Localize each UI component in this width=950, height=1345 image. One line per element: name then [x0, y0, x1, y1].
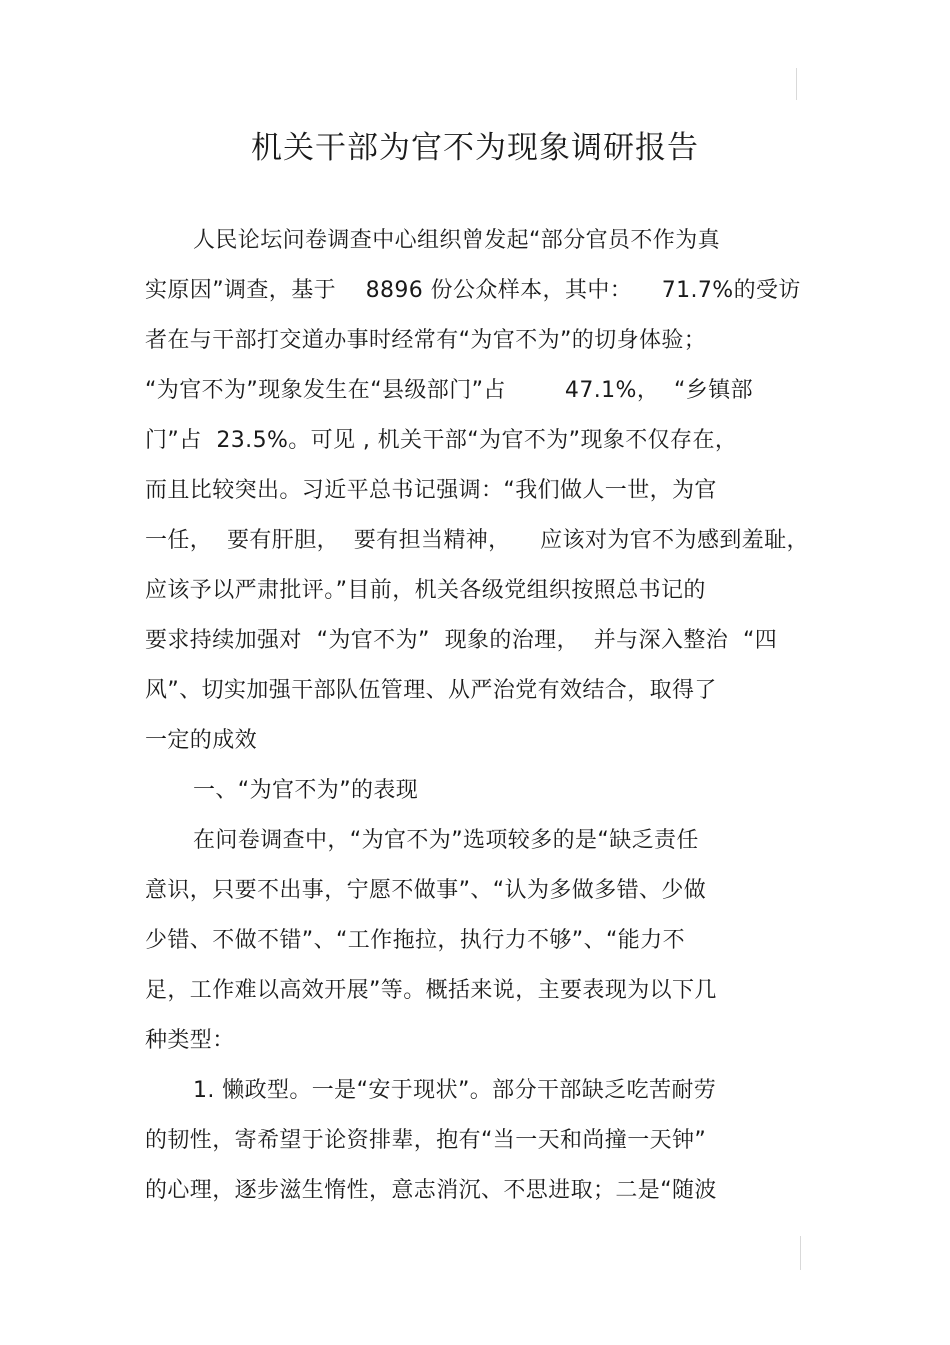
paragraph-line: 一任， 要有肝胆， 要有担当精神， 应该对为官不为感到羞耻， — [145, 528, 809, 553]
section-heading: 一、“为官不为”的表现 — [193, 778, 419, 803]
paragraph-line: 而且比较突出。习近平总书记强调：“我们做人一世，为官 — [145, 478, 717, 503]
paragraph-line: 人民论坛问卷调查中心组织曾发起“部分官员不作为真 — [193, 228, 720, 253]
paragraph-line: 意识，只要不出事，宁愿不做事”、“认为多做多错、少做 — [145, 878, 707, 903]
paragraph-line: 要求持续加强对 “为官不为” 现象的治理， 并与深入整治 “四 — [145, 628, 778, 653]
paragraph-line: 应该予以严肃批评。”目前，机关各级党组织按照总书记的 — [145, 578, 706, 603]
paragraph-line: 种类型： — [145, 1028, 235, 1053]
paragraph-line: 1. 懒政型。一是“安于现状”。部分干部缺乏吃苦耐劳 — [193, 1078, 717, 1103]
page-corner-mark-bottom — [800, 1236, 801, 1270]
paragraph-line: 一定的成效 — [145, 728, 258, 753]
page-corner-mark-top — [796, 68, 797, 100]
paragraph-line: 的韧性，寄希望于论资排辈，抱有“当一天和尚撞一天钟” — [145, 1128, 707, 1153]
document-title: 机关干部为官不为现象调研报告 — [251, 130, 699, 166]
paragraph-line: 足，工作难以高效开展”等。概括来说，主要表现为以下几 — [145, 978, 717, 1003]
paragraph-line: 实原因”调查，基于 8896 份公众样本，其中： 71.7%的受访 — [145, 278, 801, 303]
paragraph-line: 少错、不做不错”、“工作拖拉，执行力不够”、“能力不 — [145, 928, 685, 953]
paragraph-line: 的心理，逐步滋生惰性，意志消沉、不思进取；二是“随波 — [145, 1178, 717, 1203]
paragraph-line: 者在与干部打交道办事时经常有“为官不为”的切身体验； — [145, 328, 707, 353]
paragraph-line: “为官不为”现象发生在“县级部门”占 47.1%， “乡镇部 — [145, 378, 754, 403]
paragraph-line: 在问卷调查中，“为官不为”选项较多的是“缺乏责任 — [193, 828, 699, 853]
paragraph-line: 门”占 23.5%。可见 , 机关干部“为官不为”现象不仅存在， — [145, 428, 738, 453]
paragraph-line: 风”、切实加强干部队伍管理、从严治党有效结合，取得了 — [145, 678, 717, 703]
